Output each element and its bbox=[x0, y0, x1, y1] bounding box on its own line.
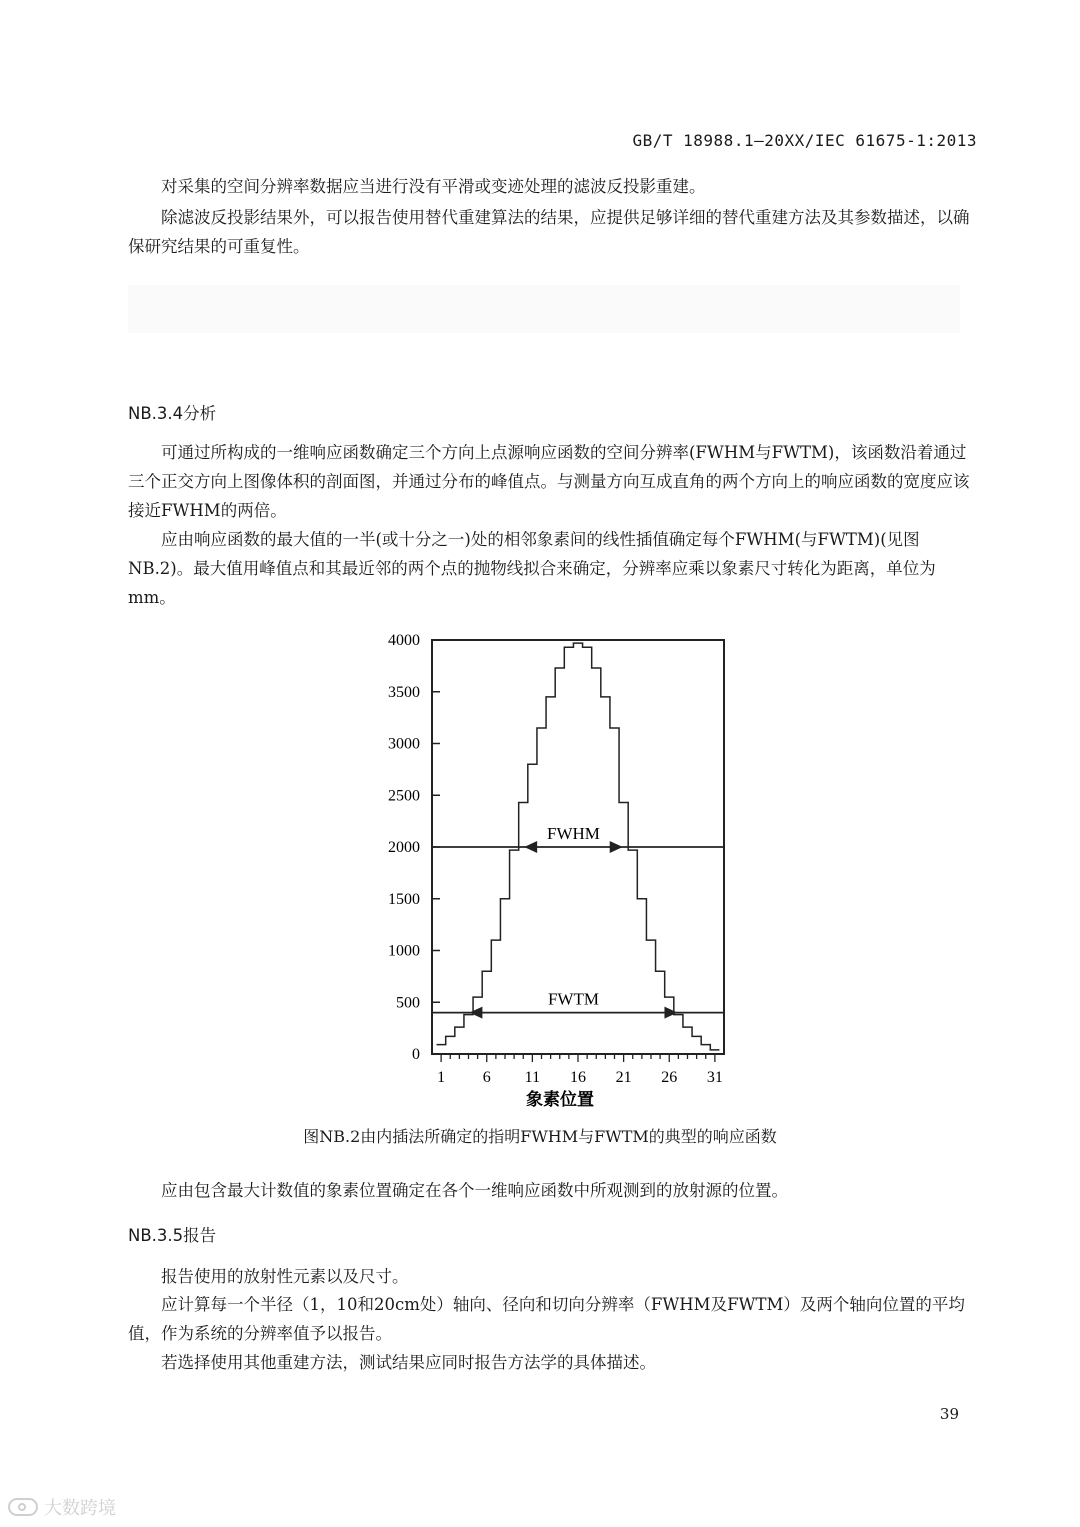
fwtm-right-arrow bbox=[664, 1007, 677, 1019]
y-tick-label: 3500 bbox=[388, 683, 420, 701]
y-tick-label: 3000 bbox=[388, 735, 420, 753]
figure-caption: 图NB.2由内插法所确定的指明FWHM与FWTM的典型的响应函数 bbox=[303, 1127, 777, 1146]
x-tick-label: 11 bbox=[524, 1069, 541, 1086]
fwhm-left-arrow bbox=[524, 841, 537, 853]
x-tick-label: 26 bbox=[661, 1069, 678, 1086]
page-number: 39 bbox=[939, 1405, 959, 1423]
paragraph-report-1: 报告使用的放射性元素以及尺寸。 bbox=[161, 1267, 409, 1286]
x-tick-label: 6 bbox=[482, 1069, 491, 1086]
paragraph-report-2: 应计算每一个半径（1，10和20cm处）轴向、径向和切向分辨率（FWHM及FWTM）及两个轴向位置的平均值，作为系统的分辨率值予以报告。 bbox=[128, 1295, 965, 1343]
x-tick-label: 16 bbox=[570, 1069, 586, 1086]
response-function-chart bbox=[370, 628, 750, 1118]
x-tick-label: 31 bbox=[706, 1069, 723, 1086]
y-tick-label: 1000 bbox=[388, 942, 420, 960]
paragraph-report-3: 若选择使用其他重建方法，测试结果应同时报告方法学的具体描述。 bbox=[161, 1353, 656, 1372]
y-tick-label: 4000 bbox=[388, 632, 420, 649]
y-tick-label: 0 bbox=[412, 1046, 420, 1063]
paragraph-analysis-1: 可通过所构成的一维响应函数确定三个方向上点源响应函数的空间分辨率(FWHM与FWTM)，该函数沿着通过三个正交方向上图像体积的剖面图，并通过分布的峰值点。与测量方向互成直角的两个方向上的响应函数的宽度应该接近FWHM的两倍。 bbox=[128, 443, 970, 520]
y-tick-label: 1500 bbox=[388, 890, 420, 908]
paragraph-alternative-reconstruction: 除滤波反投影结果外，可以报告使用替代重建算法的结果，应提供足够详细的替代重建方法及其参数描述，以确保研究结果的可重复性。 bbox=[128, 208, 970, 256]
y-tick-label: 2500 bbox=[388, 787, 420, 805]
y-tick-label: 2000 bbox=[388, 839, 420, 856]
watermark bbox=[8, 1494, 116, 1520]
fwtm-label: FWTM bbox=[547, 989, 599, 1009]
fwhm-label: FWHM bbox=[546, 824, 600, 843]
paragraph-analysis-2: 应由响应函数的最大值的一半(或十分之一)处的相邻象素间的线性插值确定每个FWHM(与FWTM)(见图NB.2)。最大值用峰值点和其最近邻的两个点的抛物线拟合来确定，分辨率应乘以象素尺寸转化为距离，单位为mm。 bbox=[128, 530, 936, 607]
fwtm-left-arrow bbox=[469, 1007, 482, 1019]
section-heading-analysis: NB.3.4分析 bbox=[128, 404, 217, 423]
fwhm-right-arrow bbox=[610, 841, 623, 853]
y-tick-label: 500 bbox=[396, 994, 420, 1012]
paragraph-reconstruction: 对采集的空间分辨率数据应当进行没有平滑或变迹处理的滤波反投影重建。 bbox=[161, 177, 706, 196]
faint-band bbox=[128, 285, 960, 333]
x-tick-label: 21 bbox=[615, 1069, 632, 1086]
standard-code-header: GB/T 18988.1—20XX/IEC 61675-1:2013 bbox=[632, 131, 977, 150]
x-axis-label: 象素位置 bbox=[526, 1090, 594, 1109]
watermark-logo-icon bbox=[8, 1498, 38, 1516]
x-tick-label: 1 bbox=[437, 1069, 446, 1086]
response-function-figure bbox=[370, 628, 750, 1118]
paragraph-source-position: 应由包含最大计数值的象素位置确定在各个一维响应函数中所观测到的放射源的位置。 bbox=[161, 1181, 788, 1200]
watermark-text: 大数跨境 bbox=[44, 1498, 116, 1519]
section-heading-report: NB.3.5报告 bbox=[128, 1226, 217, 1245]
